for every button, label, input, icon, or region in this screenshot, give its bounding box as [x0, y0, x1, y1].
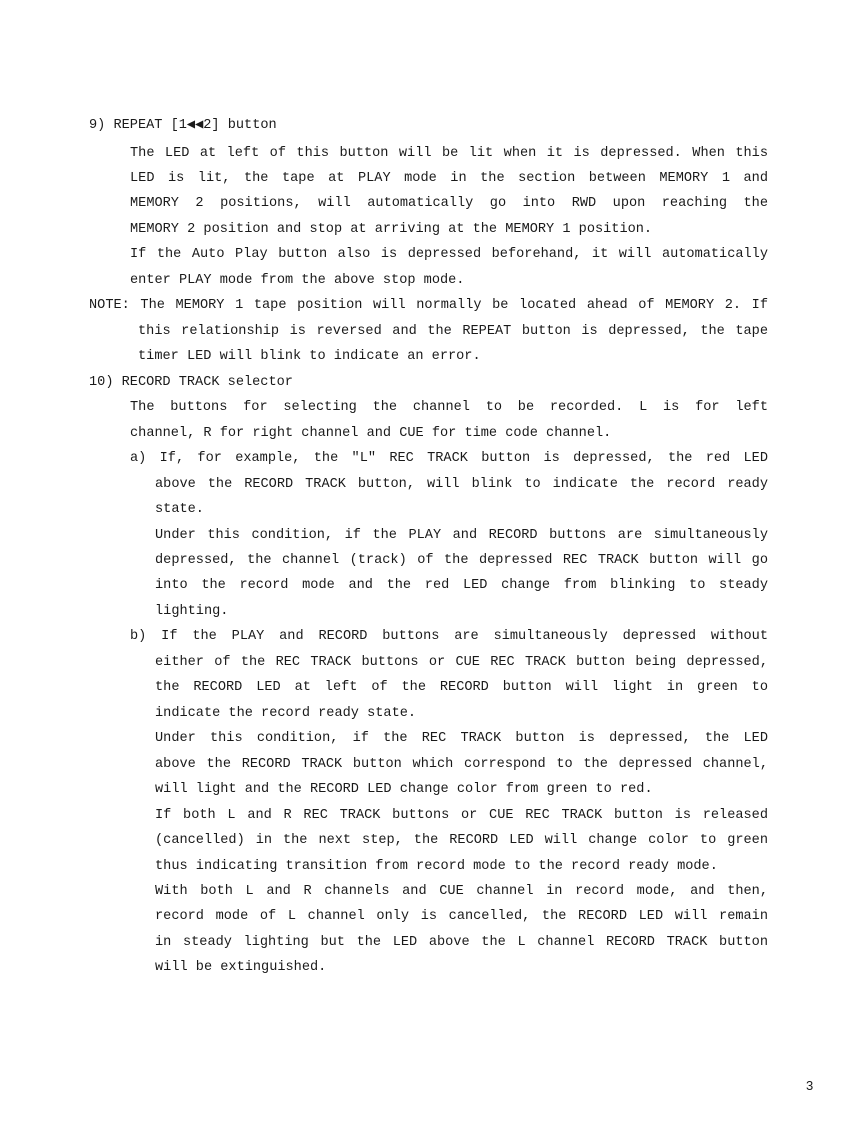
section-9-line: enter PLAY mode from the above stop mode. [130, 273, 465, 288]
item-a-line: state. [155, 502, 204, 517]
item-b-line: With both L and R channels and CUE channel in record mode, and then, [155, 884, 768, 899]
section-9-line: If the Auto Play button also is depressed beforehand, it will automatically [130, 247, 768, 262]
section-9-heading: 9) REPEAT [1◀◀2] button [89, 118, 277, 133]
item-b-line: (cancelled) in the next step, the RECORD LED will change color to green [155, 833, 768, 848]
section-9-line: The LED at left of this button will be lit when it is depressed. When this [130, 146, 768, 161]
section-9-line: LED is lit, the tape at PLAY mode in the section between MEMORY 1 and [130, 171, 768, 186]
note-line: this relationship is reversed and the REPEAT button is depressed, the tape [138, 324, 768, 339]
page-number: 3 [806, 1078, 814, 1093]
section-10-intro-line: The buttons for selecting the channel to be recorded. L is for left [130, 400, 768, 415]
item-b-line: indicate the record ready state. [155, 706, 417, 721]
item-a-line: depressed, the channel (track) of the depressed REC TRACK button will go [155, 553, 768, 568]
item-b-line: either of the REC TRACK buttons or CUE REC TRACK button being depressed, [155, 655, 768, 670]
section-10-heading: 10) RECORD TRACK selector [89, 375, 293, 390]
item-a-line: lighting. [155, 604, 229, 619]
item-b-line: will be extinguished. [155, 960, 327, 975]
item-a-line: a) If, for example, the "L" REC TRACK button is depressed, the red LED [130, 451, 768, 466]
item-b-line: in steady lighting but the LED above the L channel RECORD TRACK button [155, 935, 768, 950]
item-b-line: the RECORD LED at left of the RECORD button will light in green to [155, 680, 768, 695]
item-b-line: will light and the RECORD LED change color from green to red. [155, 782, 653, 797]
item-a-line: into the record mode and the red LED change from blinking to steady [155, 578, 768, 593]
item-b-line: Under this condition, if the REC TRACK button is depressed, the LED [155, 731, 768, 746]
item-b-line: b) If the PLAY and RECORD buttons are simultaneously depressed without [130, 629, 768, 644]
item-b-line: If both L and R REC TRACK buttons or CUE REC TRACK button is released [155, 808, 768, 823]
section-9-line: MEMORY 2 positions, will automatically go into RWD upon reaching the [130, 196, 768, 211]
item-b-line: record mode of L channel only is cancelled, the RECORD LED will remain [155, 909, 768, 924]
item-b-line: thus indicating transition from record mode to the record ready mode. [155, 859, 718, 874]
section-10-intro-line: channel, R for right channel and CUE for time code channel. [130, 426, 612, 441]
item-a-line: Under this condition, if the PLAY and RECORD buttons are simultaneously [155, 528, 768, 543]
item-a-line: above the RECORD TRACK button, will blink to indicate the record ready [155, 477, 768, 492]
section-9-line: MEMORY 2 position and stop at arriving at the MEMORY 1 position. [130, 222, 653, 237]
item-b-line: above the RECORD TRACK button which correspond to the depressed channel, [155, 757, 768, 772]
note-line: NOTE: The MEMORY 1 tape position will normally be located ahead of MEMORY 2. If [89, 298, 768, 313]
note-line: timer LED will blink to indicate an error. [138, 349, 481, 364]
